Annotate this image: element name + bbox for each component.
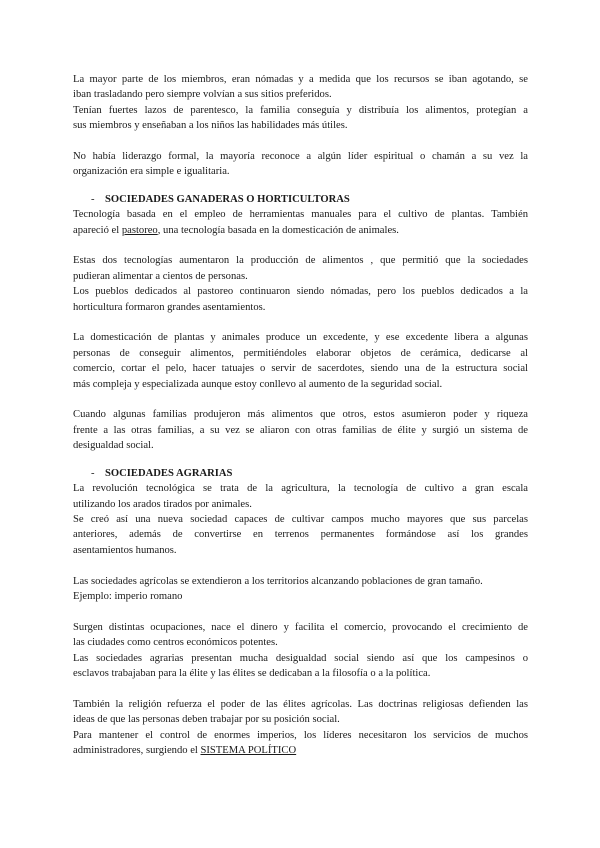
paragraph [73, 330, 528, 392]
underlined-term: SISTEMA POLÍTICO [200, 744, 297, 756]
text-line: Tenían fuertes lazos de parentesco, la familia conseguía y distribuía los alimentos, protegían a [73, 104, 528, 116]
paragraph [73, 253, 528, 315]
text-line: Se creó así una nueva sociedad capaces de cultivar campos mucho mayores que sus parcelas [73, 513, 528, 525]
paragraph [73, 697, 528, 759]
paragraph [73, 481, 528, 558]
text-line: organización era simple e igualitaria. [73, 166, 230, 178]
document-page [73, 72, 528, 758]
text-line: frente a las otras familias, a su vez se aliaron con otras familias de élite y surgió un sistema de [73, 424, 528, 436]
text-line: Para mantener el control de enormes imperios, los líderes necesitaron los servicios de muchos [73, 729, 528, 741]
text-line: más compleja y especializada aunque estoy conllevo al aumento de la seguridad social. [73, 378, 443, 390]
paragraph [73, 149, 528, 180]
text-segment: apareció el [73, 224, 122, 236]
paragraph [73, 72, 528, 134]
section-heading-text: SOCIEDADES AGRARIAS [105, 467, 233, 479]
text-line: esclavos trabajaban para la élite y las élites se dedicaban a la filosofía o a la política. [73, 667, 431, 679]
text-segment: , una tecnología basada en la domesticación de animales. [157, 224, 399, 236]
text-line: ideas de que las personas deben trabajar por su posición social. [73, 714, 340, 726]
text-segment: administradores, surgiendo el [73, 744, 201, 756]
text-line: Los pueblos dedicados al pastoreo continuaron siendo nómadas, pero los pueblos dedicados a la [73, 286, 528, 298]
paragraph [73, 620, 528, 682]
text-line: También la religión refuerza el poder de las élites agrícolas. Las doctrinas religiosas defienden las [73, 698, 528, 710]
paragraph [73, 407, 528, 453]
text-line: Ejemplo: imperio romano [73, 590, 183, 602]
text-line: pudieran alimentar a cientos de personas. [73, 270, 248, 282]
text-line [73, 223, 528, 238]
text-line: utilizando los arados tirados por animales. [73, 498, 252, 510]
text-line: Tecnología basada en el empleo de herramientas manuales para el cultivo de plantas. También [73, 209, 528, 221]
text-line [73, 743, 528, 758]
text-line: asentamientos humanos. [73, 544, 177, 556]
text-line: personas de conseguir alimentos, permitiéndoles elaborar objetos de cerámica, dedicarse al [73, 347, 528, 359]
text-line: La mayor parte de los miembros, eran nómadas y a medida que los recursos se iban agotando, se [73, 74, 528, 85]
text-line: La domesticación de plantas y animales produce un excedente, y ese excedente libera a algunas [73, 332, 528, 344]
text-line: Surgen distintas ocupaciones, nace el dinero y facilita el comercio, provocando el crecimiento de [73, 621, 528, 633]
bullet-dash: - [91, 467, 95, 479]
section-heading-text: SOCIEDADES GANADERAS O HORTICULTORAS [105, 193, 350, 205]
text-line: las ciudades como centros económicos potentes. [73, 637, 278, 649]
bullet-dash: - [91, 193, 95, 205]
text-line: Las sociedades agrarias presentan mucha desigualdad social siendo así que los campesinos o [73, 652, 528, 664]
text-line: Las sociedades agrícolas se extendieron a los territorios alcanzando poblaciones de gran tamaño. [73, 575, 483, 587]
text-line: comercio, cortar el pelo, hacer tatuajes o servir de sacerdotes, siendo una de la estructura social [73, 363, 528, 375]
text-line: horticultura formaron grandes asentamientos. [73, 301, 266, 313]
paragraph [73, 574, 528, 605]
text-line: La revolución tecnológica se trata de la agricultura, la tecnología de cultivo a gran escala [73, 483, 528, 495]
text-line: sus miembros y enseñaban a los niños las habilidades más útiles. [73, 120, 348, 132]
section-heading [73, 192, 528, 207]
text-line: No había liderazgo formal, la mayoría reconoce a algún líder espiritual o chamán a su vez la [73, 151, 528, 163]
section-heading [73, 466, 528, 481]
underlined-term: pastoreo [121, 224, 158, 236]
text-line: Cuando algunas familias produjeron más alimentos que otros, estos asumieron poder y riqueza [73, 409, 528, 421]
paragraph [73, 207, 528, 238]
text-line: desigualdad social. [73, 440, 154, 452]
text-line: anteriores, además de convertirse en terrenos permanentes formándose así los grandes [73, 529, 528, 541]
text-line: iban trasladando pero siempre volvían a sus sitios preferidos. [73, 89, 332, 101]
text-line: Estas dos tecnologías aumentaron la producción de alimentos , que permitió que la sociedades [73, 255, 528, 267]
